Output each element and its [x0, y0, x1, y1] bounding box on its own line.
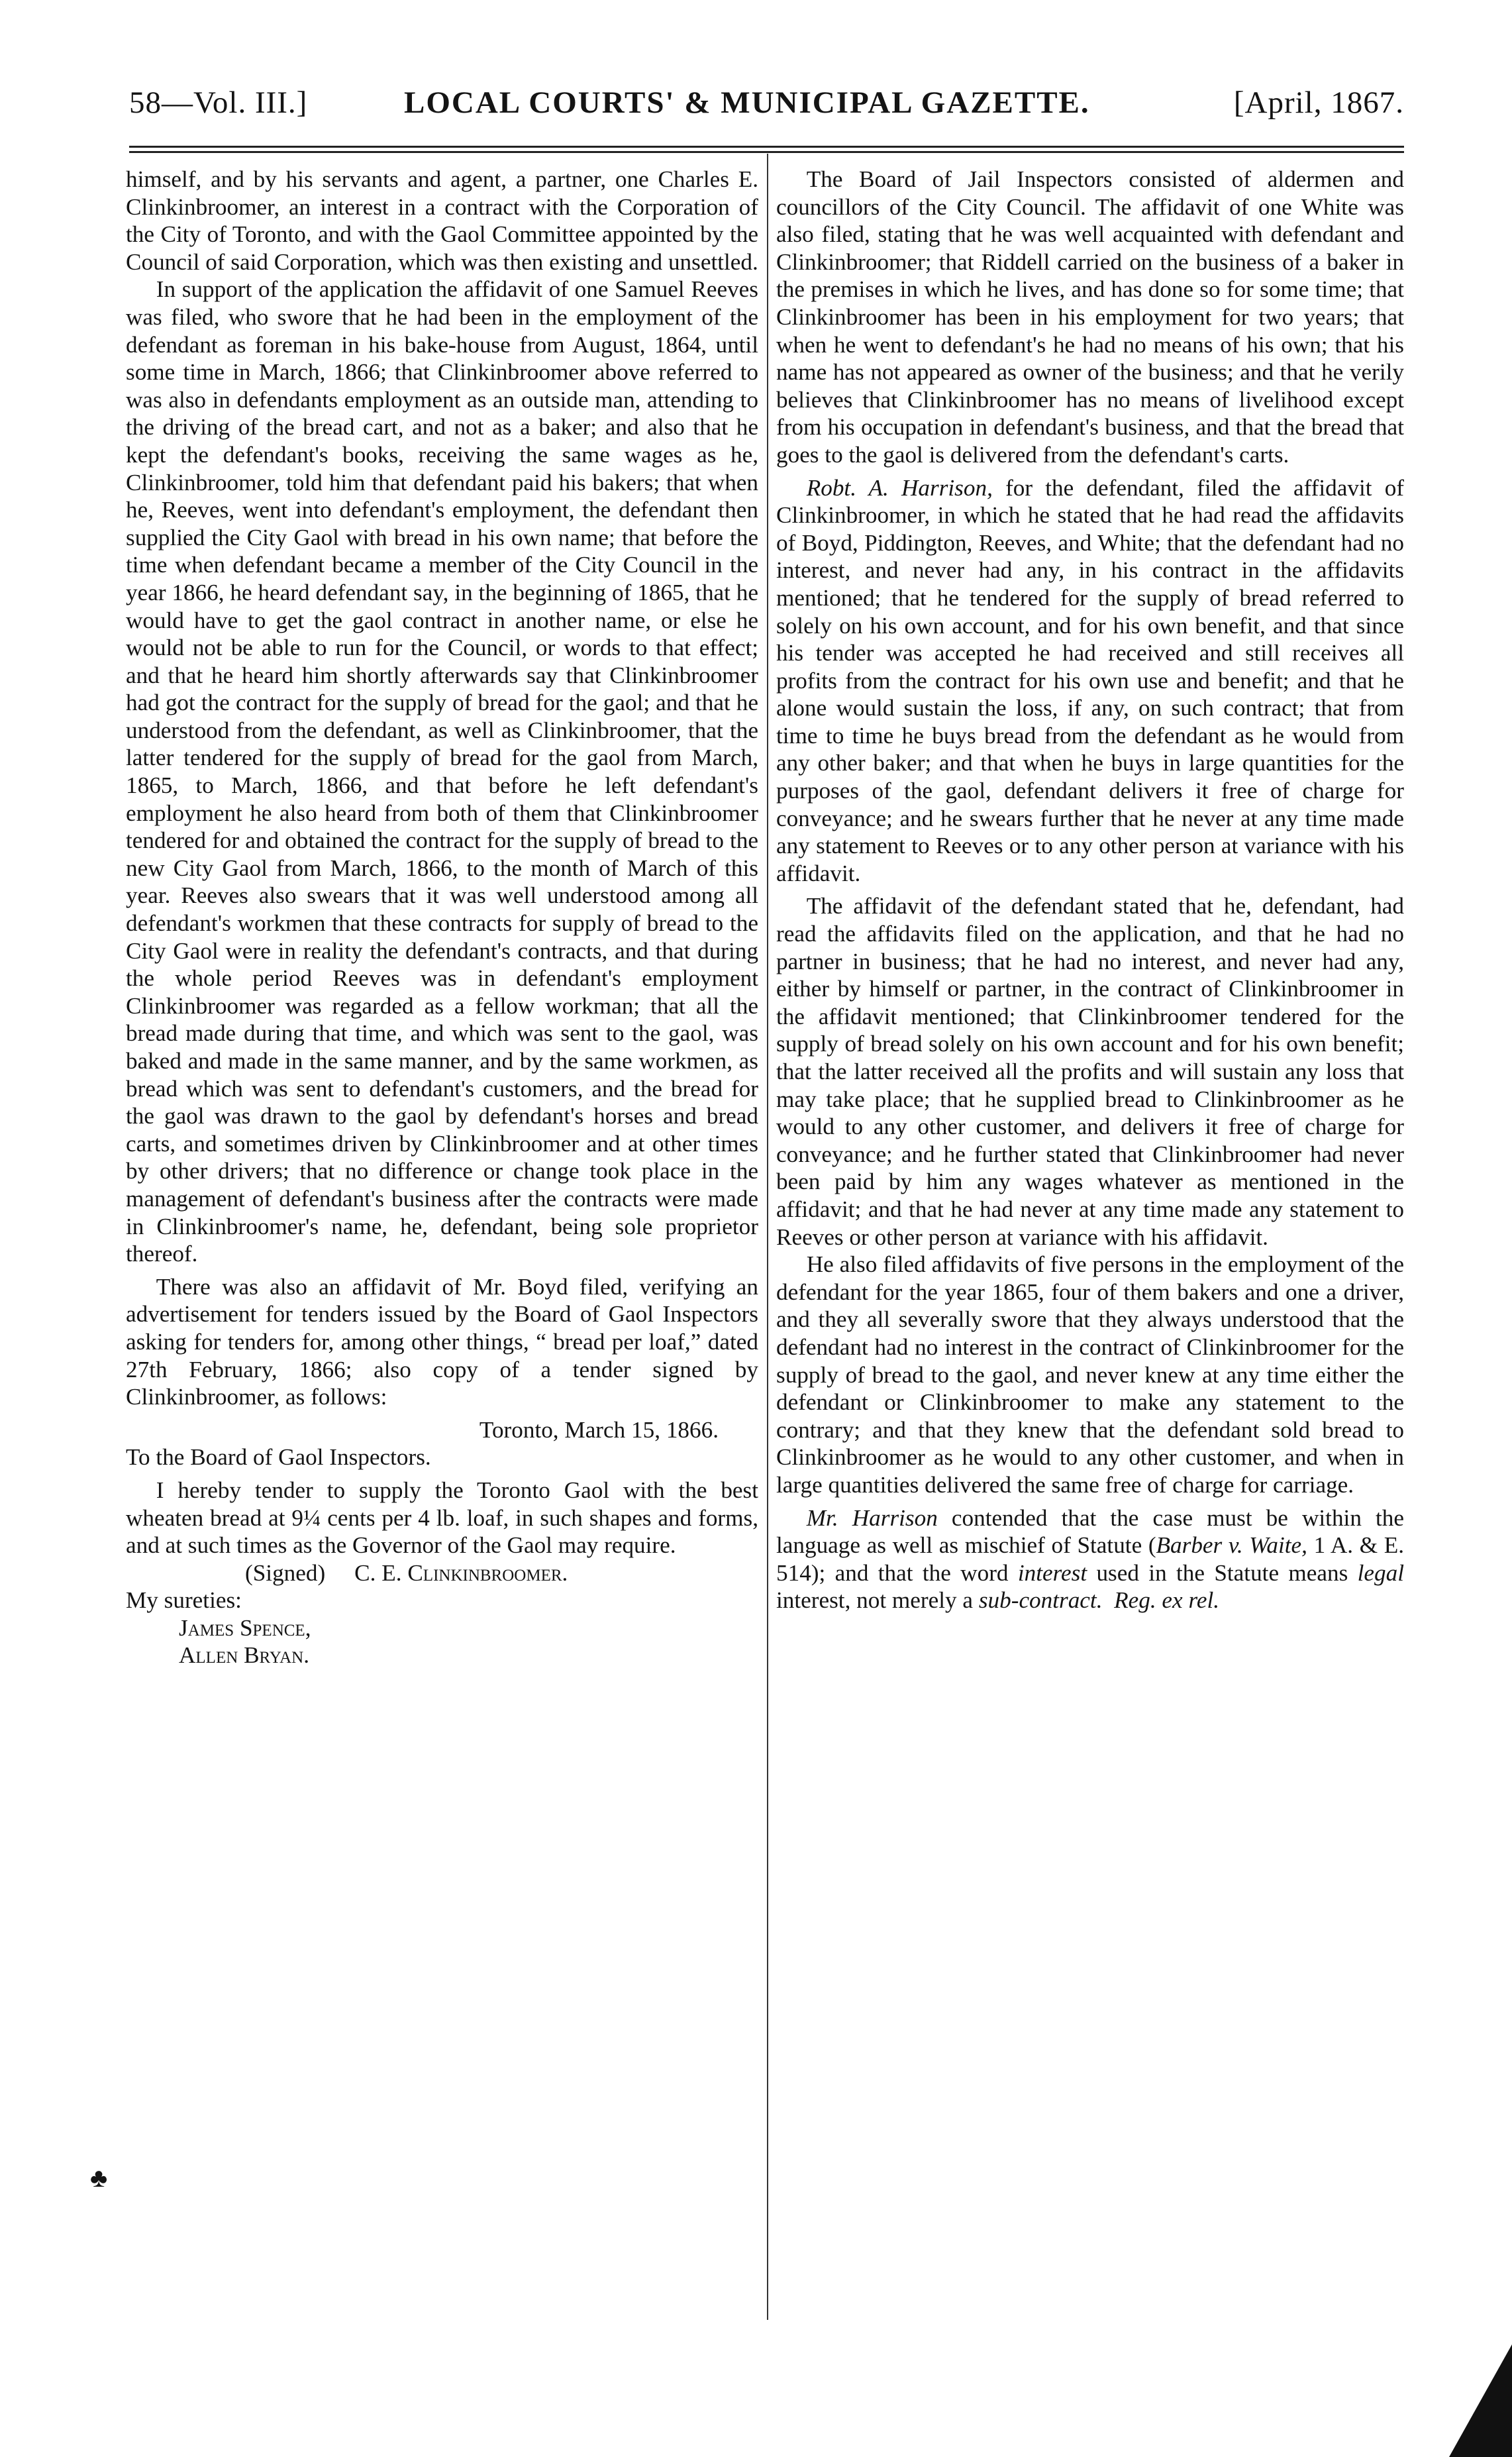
- margin-mark-icon: ♣: [90, 2163, 108, 2193]
- signed-name: C. E. Clinkinbroomer.: [354, 1559, 568, 1586]
- page-header: [129, 85, 1404, 134]
- counsel-name: Mr. Harrison: [806, 1504, 938, 1531]
- paragraph: There was also an affidavit of Mr. Boyd filed, verifying an advertisement for tenders issued by the Board of Gaol Inspectors asking for tenders for, among other things, “ bread per loaf,” dated 27th February, 1866; also copy of a tender signed by Clinkinbroomer, as follows:: [126, 1273, 758, 1410]
- sureties-label: My sureties:: [126, 1587, 242, 1614]
- signed-label: (Signed): [245, 1559, 326, 1586]
- paragraph: The Board of Jail Inspectors consisted of aldermen and councillors of the City Council. The affidavit of one White was also filed, stating that he was well acquainted with defendant and Clinkinbroomer; that Riddell carried on the business of a baker in the premises in which he lives, and has done so for some time; that Clinkinbroomer has been in his employment for two years; that when he went to defendant's he had no means of his own; that his name has not appeared as owner of the business; and that he verily believes that Clinkinbroomer has no means of livelihood except from his occupation in defendant's business, and that the bread that goes to the gaol is delivered from the defendant's carts.: [776, 166, 1404, 468]
- tender-signature: [126, 1559, 758, 1587]
- paragraph: Robt. A. Harrison, for the defendant, filed the affidavit of Clinkinbroomer, in which he stated that he had read the affidavits of Boyd, Piddington, Reeves, and White; that the defendant had no interest, and never had any, in his contract in the affidavits mentioned; that he tendered for the supply of bread referred to solely on his own account, and for his own benefit, and that since his tender was accepted he had received and still receives all profits from the contract for his own use and benefit; and that he alone would sustain the loss, if any, on such contract; that from time to time he buys bread from the defendant as he would from any other baker; and that when he buys in large quantities for the purposes of the gaol, defendant delivers it free of charge for conveyance; and he swears further that he never at any time made any statement to Reeves or to any other person at variance with his affidavit.: [776, 474, 1405, 886]
- paragraph: In support of the application the affidavit of one Samuel Reeves was filed, who swore that he had been in the employment of the defendant as foreman in his bake-house from August, 1864, until some time in March, 1866; that Clinkinbroomer above referred to was also in defendants employment as an outside man, attending to the driving of the bread cart, and not as a baker; and also that he kept the defendant's books, receiving the same wages as he, Clinkinbroomer, told him that defendant paid his bakers; that when he, Reeves, went into defendant's employment, the defendant then supplied the City Gaol with bread in his own name; that before the time when defendant became a member of the City Council in the year 1866, he heard defendant say, in the beginning of 1865, that he would have to get the gaol contract in another name, or else he would not be able to run for the Council, or words to that effect; and that he heard him shortly afterwards say that Clinkinbroomer had got the contract for the supply of bread for the gaol; and that he understood from the defendant, as well as Clinkinbroomer, that the latter tendered for the supply of bread for the gaol from March, 1865, to March, 1866, and that before he left defendant's employment he also heard from both of them that Clinkinbroomer tendered for and obtained the contract for the supply of bread to the new City Gaol from March, 1866, to the month of March of this year. Reeves also swears that it was well understood among all defendant's workmen that these contracts for supply of bread to the City Gaol were in reality the defendant's contracts, and that during the whole period Reeves was in defendant's employment Clinkinbroomer was regarded as a fellow workman; that all the bread made during that time, and which was sent to the gaol, was baked and made in the same manner, and by the same workmen, as bread which was sent to defendant's customers, and the bread for the gaol was drawn to the gaol by defendant's horses and bread carts, and sometimes driven by Clinkinbroomer and at other times by other drivers; that no difference or change took place in the management of defendant's business after the contracts were made in Clinkinbroomer's name, he, defendant, being sole proprietor thereof.: [126, 276, 758, 1267]
- counsel-name: Robt. A. Harrison,: [806, 474, 993, 501]
- right-column: [776, 166, 1404, 1614]
- tender-dateline: Toronto, March 15, 1866.: [479, 1416, 719, 1443]
- paragraph: Mr. Harrison contended that the case must be within the language as well as mischief of Statute (Barber v. Waite, 1 A. & E. 514); and that the word interest used in the Statute means legal interest, not merely a sub-contract. Reg. ex rel.: [776, 1504, 1404, 1614]
- page-corner-mark: [1449, 2344, 1512, 2457]
- tender-text: I hereby tender to supply the Toronto Gaol with the best wheaten bread at 9¼ cents per 4 lb. loaf, in such shapes and forms, and at such times as the Governor of the Gaol may require.: [126, 1477, 758, 1559]
- issue-date: [April, 1867.: [1233, 85, 1404, 120]
- surety-name: James Spence,: [179, 1614, 311, 1641]
- left-column: [126, 166, 758, 1669]
- column-divider: [767, 154, 768, 2320]
- paragraph: The affidavit of the defendant stated that he, defendant, had read the affidavits filed on the application, and that he had no partner in business; that he had no interest, and never had any, either by himself or partner, in the contract of Clinkinbroomer in the affidavit mentioned; that Clinkinbroomer tendered for the supply of bread solely on his own account and for his own benefit; that the latter received all the profits and will sustain any loss that may take place; that he supplied bread to Clinkinbroomer as he would to any other customer, and delivers it free of charge for conveyance; and he further stated that Clinkinbroomer had never been paid by him any wages whatever as mentioned in the affidavit; and that he had never at any time made any statement to Reeves or other person at variance with his affidavit.: [776, 893, 1404, 1250]
- journal-title: LOCAL COURTS' & MUNICIPAL GAZETTE.: [404, 85, 1090, 120]
- case-citation: Barber v. Waite,: [1156, 1532, 1307, 1559]
- page-volume: 58—Vol. III.]: [129, 85, 308, 120]
- header-rule-bottom: [129, 151, 1404, 153]
- paragraph: He also filed affidavits of five persons in the employment of the defendant for the year 1865, four of them bakers and one a driver, and they all severally swore that they always understood that the defendant had no interest in the contract of Clinkinbroomer for the supply of bread to the gaol, and never knew at any time either the defendant or Clinkinbroomer to make any statement to the contrary; and that they knew that the defendant sold bread to Clinkinbroomer as he would to any other customer, and when in large quantities delivered the same free of charge for carriage.: [776, 1251, 1404, 1498]
- surety-name: Allen Bryan.: [179, 1642, 310, 1669]
- paragraph: himself, and by his servants and agent, a partner, one Charles E. Clinkinbroomer, an interest in a contract with the Corporation of the City of Toronto, and with the Gaol Committee appointed by the Council of said Corporation, which was then existing and unsettled.: [126, 166, 758, 275]
- tender-addressee: To the Board of Gaol Inspectors.: [126, 1444, 431, 1471]
- header-rule-top: [129, 146, 1404, 148]
